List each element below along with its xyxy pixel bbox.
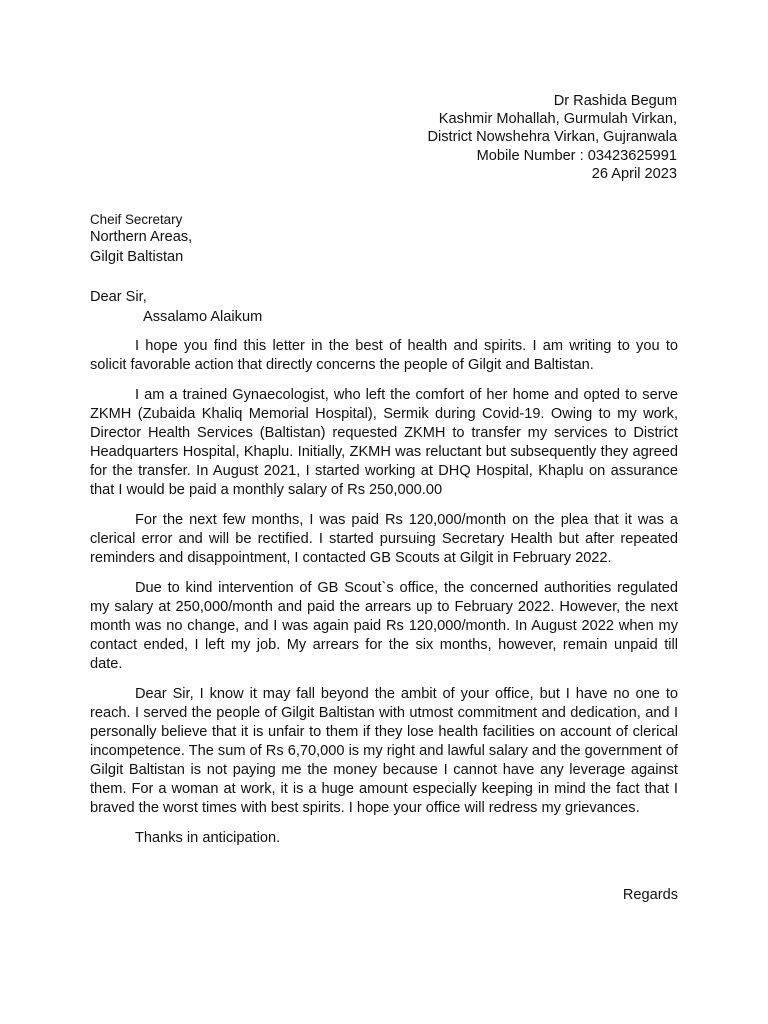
- sender-mobile: Mobile Number : 03423625991: [476, 147, 677, 164]
- body-paragraph-5: Dear Sir, I know it may fall beyond the ambit of your office, but I have no one to reach. I served the people of Gilgit Baltistan with utmost commitment and dedication, and I personally believe that it is unfair to them if they lose health facilities on account of clerical incompetence. The sum of Rs 6,70,000 is my right and lawful salary and the government of Gilgit Baltistan is not paying me the money because I cannot have any leverage against them. For a woman at work, it is a huge amount especially keeping in mind the fact that I braved the worst times with best spirits. I hope your office will redress my grievances.: [90, 685, 678, 817]
- body-paragraph-4: Due to kind intervention of GB Scout`s office, the concerned authorities regulated my salary at 250,000/month and paid the arrears up to February 2022. However, the next month was no change, and I was again paid Rs 120,000/month. In August 2022 when my contact ended, I left my job. My arrears for the six months, however, remain unpaid till date.: [90, 579, 678, 672]
- recipient-title: Cheif Secretary: [90, 212, 183, 227]
- recipient-line-2: Gilgit Baltistan: [90, 248, 184, 265]
- body-paragraph-1: I hope you find this letter in the best of health and spirits. I am writing to you to solicit favorable action that directly concerns the people of Gilgit and Baltistan.: [90, 338, 678, 374]
- body-paragraph-3: For the next few months, I was paid Rs 120,000/month on the plea that it was a clerical error and will be rectified. I started pursuing Secretary Health but after repeated reminders and disappointment, I contacted GB Scouts at Gilgit in February 2022.: [90, 511, 678, 566]
- letter-date: 26 April 2023: [591, 165, 677, 182]
- salutation-greeting: Assalamo Alaikum: [143, 308, 263, 325]
- sender-address-line-2: District Nowshehra Virkan, Gujranwala: [427, 129, 677, 146]
- closing-regards: Regards: [622, 887, 678, 903]
- salutation-dear: Dear Sir,: [90, 289, 147, 305]
- sender-address-line-1: Kashmir Mohallah, Gurmulah Virkan,: [438, 111, 677, 128]
- sender-block: [427, 92, 677, 183]
- sender-name: Dr Rashida Begum: [553, 93, 677, 109]
- letter-body: [90, 337, 678, 858]
- body-paragraph-6: Thanks in anticipation.: [135, 829, 281, 846]
- recipient-line-1: Northern Areas,: [90, 229, 193, 245]
- salutation-block: [90, 288, 262, 327]
- body-paragraph-2: I am a trained Gynaecologist, who left the comfort of her home and opted to serve ZKMH (Zubaida Khaliq Memorial Hospital), Sermik during Covid-19. Owing to my work, Director Health Services (Baltistan) requested ZKMH to transfer my services to District Headquarters Hospital, Khaplu. Initially, ZKMH was reluctant but subsequently they agreed for the transfer. In August 2021, I started working at DHQ Hospital, Khaplu on assurance that I would be paid a monthly salary of Rs 250,000.00: [90, 386, 678, 499]
- recipient-block: [90, 211, 192, 267]
